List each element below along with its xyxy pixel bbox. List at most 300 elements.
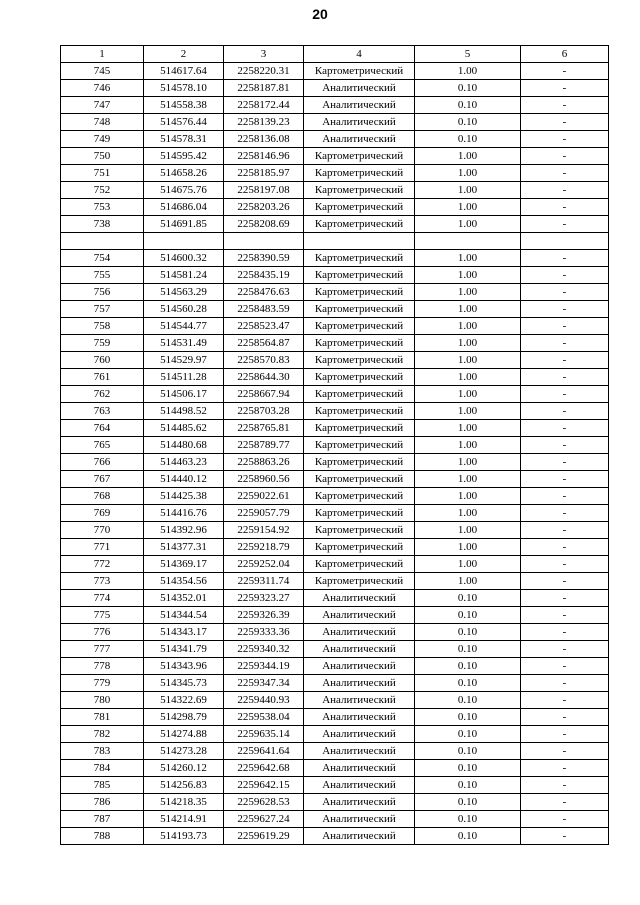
x-coordinate-cell	[144, 233, 224, 250]
accuracy-cell: 0.10	[415, 641, 521, 658]
y-coordinate-cell: 2258187.81	[224, 80, 304, 97]
note-cell: -	[521, 352, 609, 369]
note-cell: -	[521, 369, 609, 386]
table-row	[61, 743, 609, 760]
point-number-cell: 750	[61, 148, 144, 165]
x-coordinate-cell: 514463.23	[144, 454, 224, 471]
x-coordinate-cell: 514560.28	[144, 301, 224, 318]
note-cell: -	[521, 743, 609, 760]
table-row	[61, 199, 609, 216]
point-number-cell: 764	[61, 420, 144, 437]
accuracy-cell: 1.00	[415, 148, 521, 165]
x-coordinate-cell: 514617.64	[144, 63, 224, 80]
table-row	[61, 148, 609, 165]
note-cell: -	[521, 437, 609, 454]
column-header: 4	[304, 46, 415, 63]
accuracy-cell: 1.00	[415, 454, 521, 471]
note-cell: -	[521, 182, 609, 199]
x-coordinate-cell: 514506.17	[144, 386, 224, 403]
accuracy-cell: 0.10	[415, 624, 521, 641]
page-number: 20	[312, 6, 328, 22]
point-number-cell: 788	[61, 828, 144, 845]
table-row	[61, 63, 609, 80]
x-coordinate-cell: 514369.17	[144, 556, 224, 573]
y-coordinate-cell: 2259323.27	[224, 590, 304, 607]
x-coordinate-cell: 514686.04	[144, 199, 224, 216]
x-coordinate-cell: 514531.49	[144, 335, 224, 352]
column-header: 2	[144, 46, 224, 63]
coordinates-table	[60, 45, 609, 845]
y-coordinate-cell: 2259326.39	[224, 607, 304, 624]
method-cell: Аналитический	[304, 828, 415, 845]
x-coordinate-cell: 514345.73	[144, 675, 224, 692]
method-cell: Картометрический	[304, 420, 415, 437]
x-coordinate-cell: 514485.62	[144, 420, 224, 437]
table-row	[61, 80, 609, 97]
method-cell: Аналитический	[304, 658, 415, 675]
accuracy-cell: 0.10	[415, 658, 521, 675]
accuracy-cell: 1.00	[415, 539, 521, 556]
accuracy-cell: 1.00	[415, 318, 521, 335]
accuracy-cell: 1.00	[415, 522, 521, 539]
accuracy-cell: 1.00	[415, 199, 521, 216]
method-cell: Картометрический	[304, 437, 415, 454]
point-number-cell: 754	[61, 250, 144, 267]
accuracy-cell: 1.00	[415, 267, 521, 284]
point-number-cell: 765	[61, 437, 144, 454]
method-cell: Картометрический	[304, 199, 415, 216]
accuracy-cell: 0.10	[415, 760, 521, 777]
point-number-cell: 768	[61, 488, 144, 505]
y-coordinate-cell: 2259538.04	[224, 709, 304, 726]
y-coordinate-cell: 2259218.79	[224, 539, 304, 556]
x-coordinate-cell: 514578.10	[144, 80, 224, 97]
note-cell: -	[521, 386, 609, 403]
method-cell: Аналитический	[304, 624, 415, 641]
method-cell: Аналитический	[304, 743, 415, 760]
accuracy-cell: 1.00	[415, 216, 521, 233]
accuracy-cell: 0.10	[415, 743, 521, 760]
x-coordinate-cell: 514193.73	[144, 828, 224, 845]
note-cell: -	[521, 216, 609, 233]
accuracy-cell: 1.00	[415, 437, 521, 454]
y-coordinate-cell: 2259057.79	[224, 505, 304, 522]
note-cell: -	[521, 148, 609, 165]
table-row	[61, 573, 609, 590]
column-header: 6	[521, 46, 609, 63]
method-cell	[304, 233, 415, 250]
table-row	[61, 386, 609, 403]
y-coordinate-cell: 2258435.19	[224, 267, 304, 284]
y-coordinate-cell: 2259252.04	[224, 556, 304, 573]
table-row	[61, 675, 609, 692]
column-header: 5	[415, 46, 521, 63]
method-cell: Картометрический	[304, 165, 415, 182]
table-row	[61, 131, 609, 148]
point-number-cell: 773	[61, 573, 144, 590]
note-cell: -	[521, 471, 609, 488]
x-coordinate-cell: 514341.79	[144, 641, 224, 658]
table-row	[61, 488, 609, 505]
method-cell: Картометрический	[304, 369, 415, 386]
table-row	[61, 624, 609, 641]
method-cell: Аналитический	[304, 709, 415, 726]
method-cell: Аналитический	[304, 114, 415, 131]
note-cell: -	[521, 267, 609, 284]
method-cell: Аналитический	[304, 811, 415, 828]
x-coordinate-cell: 514511.28	[144, 369, 224, 386]
table-row	[61, 760, 609, 777]
accuracy-cell: 1.00	[415, 403, 521, 420]
method-cell: Картометрический	[304, 488, 415, 505]
method-cell: Картометрический	[304, 522, 415, 539]
table-row	[61, 182, 609, 199]
y-coordinate-cell: 2259340.32	[224, 641, 304, 658]
table-row	[61, 709, 609, 726]
note-cell: -	[521, 318, 609, 335]
note-cell: -	[521, 505, 609, 522]
y-coordinate-cell: 2259619.29	[224, 828, 304, 845]
table-row	[61, 250, 609, 267]
note-cell: -	[521, 539, 609, 556]
x-coordinate-cell: 514529.97	[144, 352, 224, 369]
note-cell: -	[521, 63, 609, 80]
note-cell: -	[521, 794, 609, 811]
point-number-cell: 749	[61, 131, 144, 148]
point-number-cell: 755	[61, 267, 144, 284]
table-row	[61, 556, 609, 573]
column-header: 1	[61, 46, 144, 63]
point-number-cell: 772	[61, 556, 144, 573]
point-number-cell: 778	[61, 658, 144, 675]
note-cell: -	[521, 726, 609, 743]
point-number-cell: 771	[61, 539, 144, 556]
note-cell: -	[521, 403, 609, 420]
accuracy-cell: 1.00	[415, 63, 521, 80]
table-row	[61, 318, 609, 335]
note-cell: -	[521, 131, 609, 148]
y-coordinate-cell: 2259641.64	[224, 743, 304, 760]
y-coordinate-cell	[224, 233, 304, 250]
method-cell: Аналитический	[304, 590, 415, 607]
accuracy-cell: 1.00	[415, 488, 521, 505]
note-cell: -	[521, 624, 609, 641]
y-coordinate-cell: 2258863.26	[224, 454, 304, 471]
accuracy-cell: 0.10	[415, 97, 521, 114]
table-row	[61, 420, 609, 437]
method-cell: Картометрический	[304, 182, 415, 199]
table-row	[61, 641, 609, 658]
table-row	[61, 539, 609, 556]
point-number-cell: 782	[61, 726, 144, 743]
x-coordinate-cell: 514344.54	[144, 607, 224, 624]
method-cell: Картометрический	[304, 352, 415, 369]
note-cell: -	[521, 488, 609, 505]
method-cell: Картометрический	[304, 386, 415, 403]
table-row	[61, 114, 609, 131]
accuracy-cell: 0.10	[415, 131, 521, 148]
x-coordinate-cell: 514425.38	[144, 488, 224, 505]
y-coordinate-cell: 2259344.19	[224, 658, 304, 675]
x-coordinate-cell: 514260.12	[144, 760, 224, 777]
y-coordinate-cell: 2258667.94	[224, 386, 304, 403]
method-cell: Аналитический	[304, 97, 415, 114]
point-number-cell: 766	[61, 454, 144, 471]
method-cell: Аналитический	[304, 760, 415, 777]
point-number-cell: 775	[61, 607, 144, 624]
point-number-cell: 779	[61, 675, 144, 692]
table-row	[61, 454, 609, 471]
point-number-cell: 784	[61, 760, 144, 777]
y-coordinate-cell: 2259642.68	[224, 760, 304, 777]
x-coordinate-cell: 514256.83	[144, 777, 224, 794]
x-coordinate-cell: 514578.31	[144, 131, 224, 148]
note-cell	[521, 233, 609, 250]
x-coordinate-cell: 514392.96	[144, 522, 224, 539]
table-row	[61, 726, 609, 743]
table-row	[61, 505, 609, 522]
x-coordinate-cell: 514343.96	[144, 658, 224, 675]
table-row	[61, 607, 609, 624]
x-coordinate-cell: 514298.79	[144, 709, 224, 726]
note-cell: -	[521, 590, 609, 607]
accuracy-cell: 1.00	[415, 182, 521, 199]
point-number-cell: 758	[61, 318, 144, 335]
x-coordinate-cell: 514581.24	[144, 267, 224, 284]
x-coordinate-cell: 514352.01	[144, 590, 224, 607]
y-coordinate-cell: 2259642.15	[224, 777, 304, 794]
note-cell: -	[521, 420, 609, 437]
point-number-cell: 777	[61, 641, 144, 658]
y-coordinate-cell: 2258789.77	[224, 437, 304, 454]
y-coordinate-cell: 2258390.59	[224, 250, 304, 267]
table-row	[61, 590, 609, 607]
y-coordinate-cell: 2258220.31	[224, 63, 304, 80]
point-number-cell	[61, 233, 144, 250]
point-number-cell: 761	[61, 369, 144, 386]
method-cell: Картометрический	[304, 148, 415, 165]
note-cell: -	[521, 675, 609, 692]
method-cell: Аналитический	[304, 794, 415, 811]
note-cell: -	[521, 709, 609, 726]
method-cell: Картометрический	[304, 318, 415, 335]
note-cell: -	[521, 777, 609, 794]
y-coordinate-cell: 2258136.08	[224, 131, 304, 148]
y-coordinate-cell: 2258476.63	[224, 284, 304, 301]
x-coordinate-cell: 514214.91	[144, 811, 224, 828]
column-header: 3	[224, 46, 304, 63]
y-coordinate-cell: 2258703.28	[224, 403, 304, 420]
accuracy-cell: 1.00	[415, 505, 521, 522]
y-coordinate-cell: 2259440.93	[224, 692, 304, 709]
y-coordinate-cell: 2259635.14	[224, 726, 304, 743]
note-cell: -	[521, 284, 609, 301]
table-body	[61, 63, 609, 845]
accuracy-cell: 0.10	[415, 590, 521, 607]
note-cell: -	[521, 199, 609, 216]
method-cell: Картометрический	[304, 505, 415, 522]
y-coordinate-cell: 2258483.59	[224, 301, 304, 318]
x-coordinate-cell: 514322.69	[144, 692, 224, 709]
y-coordinate-cell: 2258172.44	[224, 97, 304, 114]
note-cell: -	[521, 641, 609, 658]
note-cell: -	[521, 301, 609, 318]
accuracy-cell: 0.10	[415, 709, 521, 726]
x-coordinate-cell: 514563.29	[144, 284, 224, 301]
accuracy-cell: 0.10	[415, 607, 521, 624]
table-row	[61, 777, 609, 794]
x-coordinate-cell: 514576.44	[144, 114, 224, 131]
accuracy-cell: 1.00	[415, 420, 521, 437]
point-number-cell: 751	[61, 165, 144, 182]
table-row	[61, 658, 609, 675]
accuracy-cell: 1.00	[415, 301, 521, 318]
point-number-cell: 774	[61, 590, 144, 607]
y-coordinate-cell: 2258523.47	[224, 318, 304, 335]
note-cell: -	[521, 114, 609, 131]
method-cell: Картометрический	[304, 573, 415, 590]
table-row	[61, 828, 609, 845]
accuracy-cell: 0.10	[415, 726, 521, 743]
accuracy-cell: 1.00	[415, 335, 521, 352]
table-row	[61, 284, 609, 301]
method-cell: Картометрический	[304, 454, 415, 471]
y-coordinate-cell: 2259627.24	[224, 811, 304, 828]
x-coordinate-cell: 514558.38	[144, 97, 224, 114]
method-cell: Картометрический	[304, 216, 415, 233]
x-coordinate-cell: 514658.26	[144, 165, 224, 182]
x-coordinate-cell: 514273.28	[144, 743, 224, 760]
point-number-cell: 763	[61, 403, 144, 420]
x-coordinate-cell: 514218.35	[144, 794, 224, 811]
table-row	[61, 522, 609, 539]
y-coordinate-cell: 2258197.08	[224, 182, 304, 199]
note-cell: -	[521, 335, 609, 352]
table-row	[61, 267, 609, 284]
note-cell: -	[521, 556, 609, 573]
accuracy-cell: 0.10	[415, 80, 521, 97]
point-number-cell: 738	[61, 216, 144, 233]
y-coordinate-cell: 2259311.74	[224, 573, 304, 590]
x-coordinate-cell: 514274.88	[144, 726, 224, 743]
note-cell: -	[521, 828, 609, 845]
accuracy-cell: 0.10	[415, 777, 521, 794]
table-row	[61, 471, 609, 488]
note-cell: -	[521, 573, 609, 590]
method-cell: Аналитический	[304, 641, 415, 658]
method-cell: Аналитический	[304, 80, 415, 97]
note-cell: -	[521, 80, 609, 97]
x-coordinate-cell: 514498.52	[144, 403, 224, 420]
method-cell: Картометрический	[304, 539, 415, 556]
accuracy-cell: 1.00	[415, 284, 521, 301]
point-number-cell: 760	[61, 352, 144, 369]
accuracy-cell: 1.00	[415, 471, 521, 488]
accuracy-cell: 0.10	[415, 794, 521, 811]
x-coordinate-cell: 514480.68	[144, 437, 224, 454]
table-row	[61, 369, 609, 386]
point-number-cell: 785	[61, 777, 144, 794]
point-number-cell: 781	[61, 709, 144, 726]
x-coordinate-cell: 514416.76	[144, 505, 224, 522]
method-cell: Картометрический	[304, 267, 415, 284]
method-cell: Картометрический	[304, 556, 415, 573]
x-coordinate-cell: 514377.31	[144, 539, 224, 556]
table-row	[61, 811, 609, 828]
y-coordinate-cell: 2258208.69	[224, 216, 304, 233]
y-coordinate-cell: 2259333.36	[224, 624, 304, 641]
note-cell: -	[521, 522, 609, 539]
method-cell: Аналитический	[304, 607, 415, 624]
x-coordinate-cell: 514691.85	[144, 216, 224, 233]
method-cell: Аналитический	[304, 692, 415, 709]
method-cell: Картометрический	[304, 403, 415, 420]
x-coordinate-cell: 514600.32	[144, 250, 224, 267]
accuracy-cell	[415, 233, 521, 250]
method-cell: Аналитический	[304, 777, 415, 794]
point-number-cell: 745	[61, 63, 144, 80]
method-cell: Картометрический	[304, 471, 415, 488]
table-row	[61, 216, 609, 233]
point-number-cell: 756	[61, 284, 144, 301]
method-cell: Картометрический	[304, 250, 415, 267]
accuracy-cell: 1.00	[415, 386, 521, 403]
note-cell: -	[521, 607, 609, 624]
point-number-cell: 783	[61, 743, 144, 760]
table-row	[61, 165, 609, 182]
point-number-cell: 752	[61, 182, 144, 199]
note-cell: -	[521, 692, 609, 709]
note-cell: -	[521, 658, 609, 675]
y-coordinate-cell: 2258644.30	[224, 369, 304, 386]
table-row	[61, 352, 609, 369]
y-coordinate-cell: 2258570.83	[224, 352, 304, 369]
point-number-cell: 780	[61, 692, 144, 709]
note-cell: -	[521, 250, 609, 267]
y-coordinate-cell: 2258960.56	[224, 471, 304, 488]
point-number-cell: 757	[61, 301, 144, 318]
accuracy-cell: 0.10	[415, 828, 521, 845]
accuracy-cell: 1.00	[415, 369, 521, 386]
method-cell: Картометрический	[304, 335, 415, 352]
x-coordinate-cell: 514440.12	[144, 471, 224, 488]
accuracy-cell: 1.00	[415, 556, 521, 573]
y-coordinate-cell: 2258146.96	[224, 148, 304, 165]
x-coordinate-cell: 514354.56	[144, 573, 224, 590]
method-cell: Аналитический	[304, 675, 415, 692]
y-coordinate-cell: 2258564.87	[224, 335, 304, 352]
y-coordinate-cell: 2258185.97	[224, 165, 304, 182]
table-row	[61, 437, 609, 454]
method-cell: Картометрический	[304, 284, 415, 301]
note-cell: -	[521, 811, 609, 828]
accuracy-cell: 0.10	[415, 114, 521, 131]
accuracy-cell: 0.10	[415, 692, 521, 709]
accuracy-cell: 1.00	[415, 352, 521, 369]
point-number-cell: 786	[61, 794, 144, 811]
accuracy-cell: 1.00	[415, 165, 521, 182]
x-coordinate-cell: 514675.76	[144, 182, 224, 199]
method-cell: Аналитический	[304, 726, 415, 743]
table-row	[61, 97, 609, 114]
table-row	[61, 794, 609, 811]
y-coordinate-cell: 2259022.61	[224, 488, 304, 505]
point-number-cell: 770	[61, 522, 144, 539]
method-cell: Аналитический	[304, 131, 415, 148]
x-coordinate-cell: 514544.77	[144, 318, 224, 335]
accuracy-cell: 1.00	[415, 250, 521, 267]
y-coordinate-cell: 2259154.92	[224, 522, 304, 539]
